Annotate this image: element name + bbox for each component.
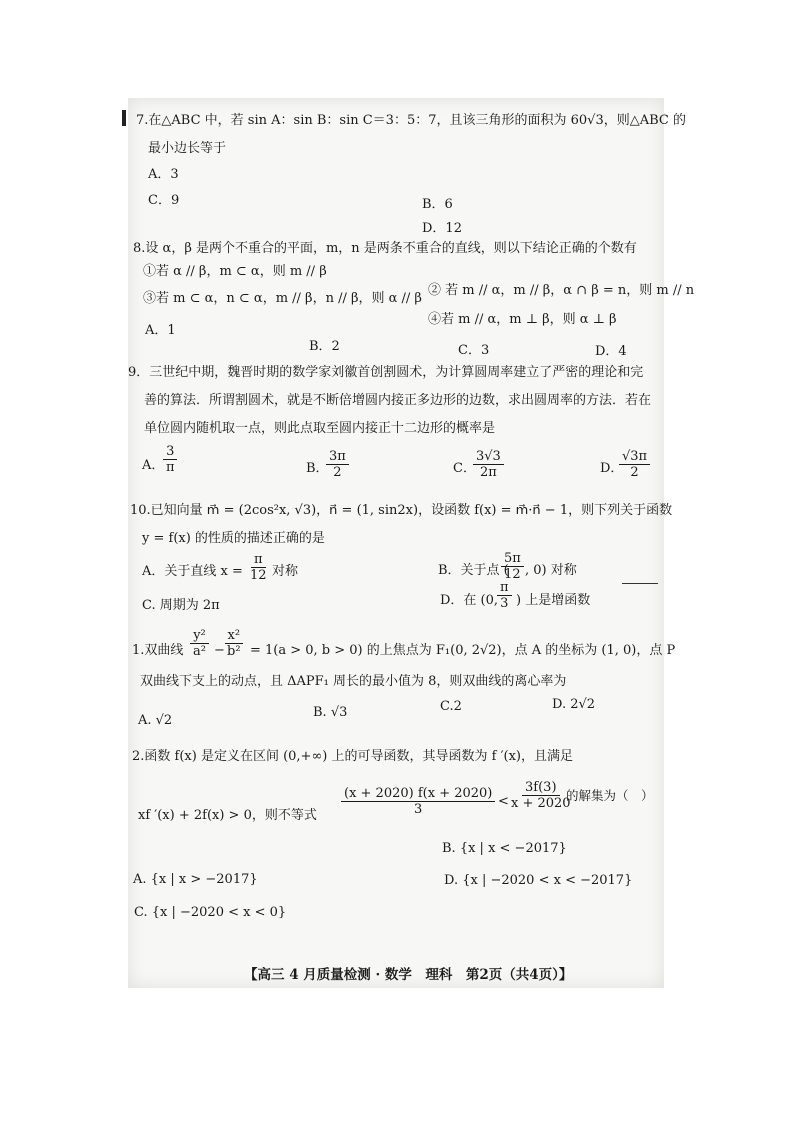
- q12-option-c: C. {x | −2020 < x < 0}: [134, 905, 287, 920]
- q9-d-numerator: √3π: [619, 449, 650, 465]
- q9-option-b-fraction: [326, 449, 349, 480]
- q10-d-denominator: 3: [500, 596, 509, 611]
- q11-minus-sign: −: [214, 643, 225, 658]
- q9-option-a-label: A．: [142, 458, 165, 473]
- q9-option-c-fraction: [473, 449, 504, 480]
- margin-mark: [122, 110, 126, 126]
- q10-option-b-post: , 0) 对称: [525, 563, 577, 578]
- q8-statement-1: ①若 α // β，m ⊂ α，则 m // β: [143, 264, 327, 279]
- q9-option-d-fraction: [619, 449, 650, 480]
- q9-c-numerator: 3√3: [473, 449, 504, 465]
- q10-d-numerator: π: [497, 580, 512, 596]
- q12-stem2-pre: xf ′(x) + 2f(x) > 0，则不等式: [138, 808, 317, 823]
- q9-option-b-label: B．: [306, 461, 329, 476]
- q11-x-numerator: x²: [225, 628, 244, 644]
- q10-option-c: C. 周期为 2π: [142, 598, 220, 613]
- q9-option-a-fraction: [163, 444, 178, 475]
- q8-option-c: C．3: [458, 343, 490, 358]
- stray-mark: [622, 583, 658, 584]
- q11-option-b: B. √3: [313, 705, 348, 720]
- q11-x-denominator: b²: [227, 644, 241, 659]
- q11-option-a: A. √2: [138, 713, 173, 728]
- q10-option-d-fraction: [497, 580, 512, 611]
- q10-option-d-pre: D．在 (0,: [440, 593, 499, 608]
- q11-stem-mid: = 1(a > 0, b > 0) 的上焦点为 F₁(0, 2√2)，点 A 的坐标为 (1, 0)，点 P: [250, 643, 676, 658]
- q12-less-than: <: [498, 794, 509, 809]
- q11-option-d: D. 2√2: [552, 697, 596, 712]
- q9-a-numerator: 3: [163, 444, 177, 460]
- q10-b-numerator: 5π: [501, 551, 524, 567]
- q10-option-a-fraction: [247, 552, 270, 583]
- q7-stem-line1: 7.在△ABC 中，若 sin A：sin B：sin C＝3：5：7，且该三角形的面积为 60√3，则△ABC 的: [136, 113, 686, 128]
- q12-left-fraction: [341, 786, 495, 817]
- q11-stem-pre: 1.双曲线: [132, 643, 184, 658]
- q11-option-c: C.2: [440, 699, 462, 714]
- q10-stem-line1: 10.已知向量 m⃗ = (2cos²x, √3)，n⃗ = (1, sin2x)，设函数 f(x) = m⃗·n⃗ − 1，则下列关于函数: [130, 503, 673, 518]
- q8-option-a: A．1: [145, 323, 176, 338]
- q8-statement-3: ③若 m ⊂ α，n ⊂ α，m // β，n // β，则 α // β: [143, 291, 422, 306]
- q9-stem-line3: 单位圆内随机取一点，则此点取至圆内接正十二边形的概率是: [144, 421, 496, 436]
- q11-y-denominator: a²: [193, 644, 206, 659]
- q12-right-fraction: [508, 780, 574, 811]
- q8-statement-4: ④若 m // α，m ⊥ β，则 α ⊥ β: [428, 312, 617, 327]
- q11-y-fraction: [190, 628, 209, 659]
- q12-right-denominator: x + 2020: [511, 796, 571, 811]
- q10-a-numerator: π: [251, 552, 266, 568]
- q12-option-b: B. {x | x < −2017}: [442, 841, 567, 856]
- q10-option-b-pre: B．关于点 (: [438, 563, 509, 578]
- q9-option-d-label: D．: [600, 461, 624, 476]
- q12-stem-line1: 2.函数 f(x) 是定义在区间 (0,+∞) 上的可导函数，其导函数为 f ′(x)，且满足: [132, 749, 573, 764]
- q10-option-d-post: ) 上是增函数: [516, 593, 591, 608]
- q9-stem-line1: 9．三世纪中期，魏晋时期的数学家刘徽首创割圆术，为计算圆周率建立了严密的理论和完: [128, 365, 644, 380]
- q12-right-numerator: 3f(3): [522, 780, 560, 796]
- q9-option-c-label: C．: [453, 461, 476, 476]
- q10-a-denominator: 12: [250, 568, 267, 583]
- q7-option-d: D．12: [422, 221, 462, 236]
- q11-stem-line2: 双曲线下支上的动点，且 ΔAPF₁ 周长的最小值为 8，则双曲线的离心率为: [140, 674, 567, 689]
- q9-d-denominator: 2: [630, 465, 639, 480]
- q10-option-a-post: 对称: [272, 564, 299, 579]
- q9-a-denominator: π: [166, 460, 175, 475]
- q7-option-c: C．9: [148, 193, 180, 208]
- q9-stem-line2: 善的算法．所谓割圆术，就是不断倍增圆内接正多边形的边数，求出圆周率的方法．若在: [144, 393, 652, 408]
- q10-b-denominator: 12: [504, 567, 521, 582]
- q10-option-a-pre: A．关于直线 x =: [142, 564, 243, 579]
- q12-option-a: A. {x | x > −2017}: [133, 872, 258, 887]
- q12-left-denominator: 3: [414, 802, 423, 817]
- q12-stem2-post: 的解集为（ ）: [566, 788, 654, 803]
- q12-left-numerator: (x + 2020) f(x + 2020): [341, 786, 495, 802]
- q12-option-d: D. {x | −2020 < x < −2017}: [444, 873, 633, 888]
- q8-option-d: D．4: [595, 344, 627, 359]
- q9-b-numerator: 3π: [326, 449, 349, 465]
- q8-option-b: B．2: [309, 339, 340, 354]
- page-footer: 【高三 4 月质量检测 · 数学 理科 第2页（共4页）】: [244, 967, 573, 983]
- q7-stem-line2: 最小边长等于: [148, 141, 227, 156]
- q10-option-b-fraction: [501, 551, 524, 582]
- q7-option-a: A．3: [148, 167, 179, 182]
- q11-y-numerator: y²: [190, 628, 209, 644]
- q8-statement-2: ② 若 m // α，m // β，α ∩ β = n，则 m // n: [428, 283, 695, 298]
- q9-c-denominator: 2π: [480, 465, 497, 480]
- q8-stem: 8.设 α，β 是两个不重合的平面，m，n 是两条不重合的直线，则以下结论正确的个数有: [133, 241, 637, 256]
- q11-x-fraction: [224, 628, 244, 659]
- q9-b-denominator: 2: [333, 465, 342, 480]
- q10-stem-line2: y = f(x) 的性质的描述正确的是: [142, 531, 325, 546]
- q7-option-b: B．6: [422, 197, 453, 212]
